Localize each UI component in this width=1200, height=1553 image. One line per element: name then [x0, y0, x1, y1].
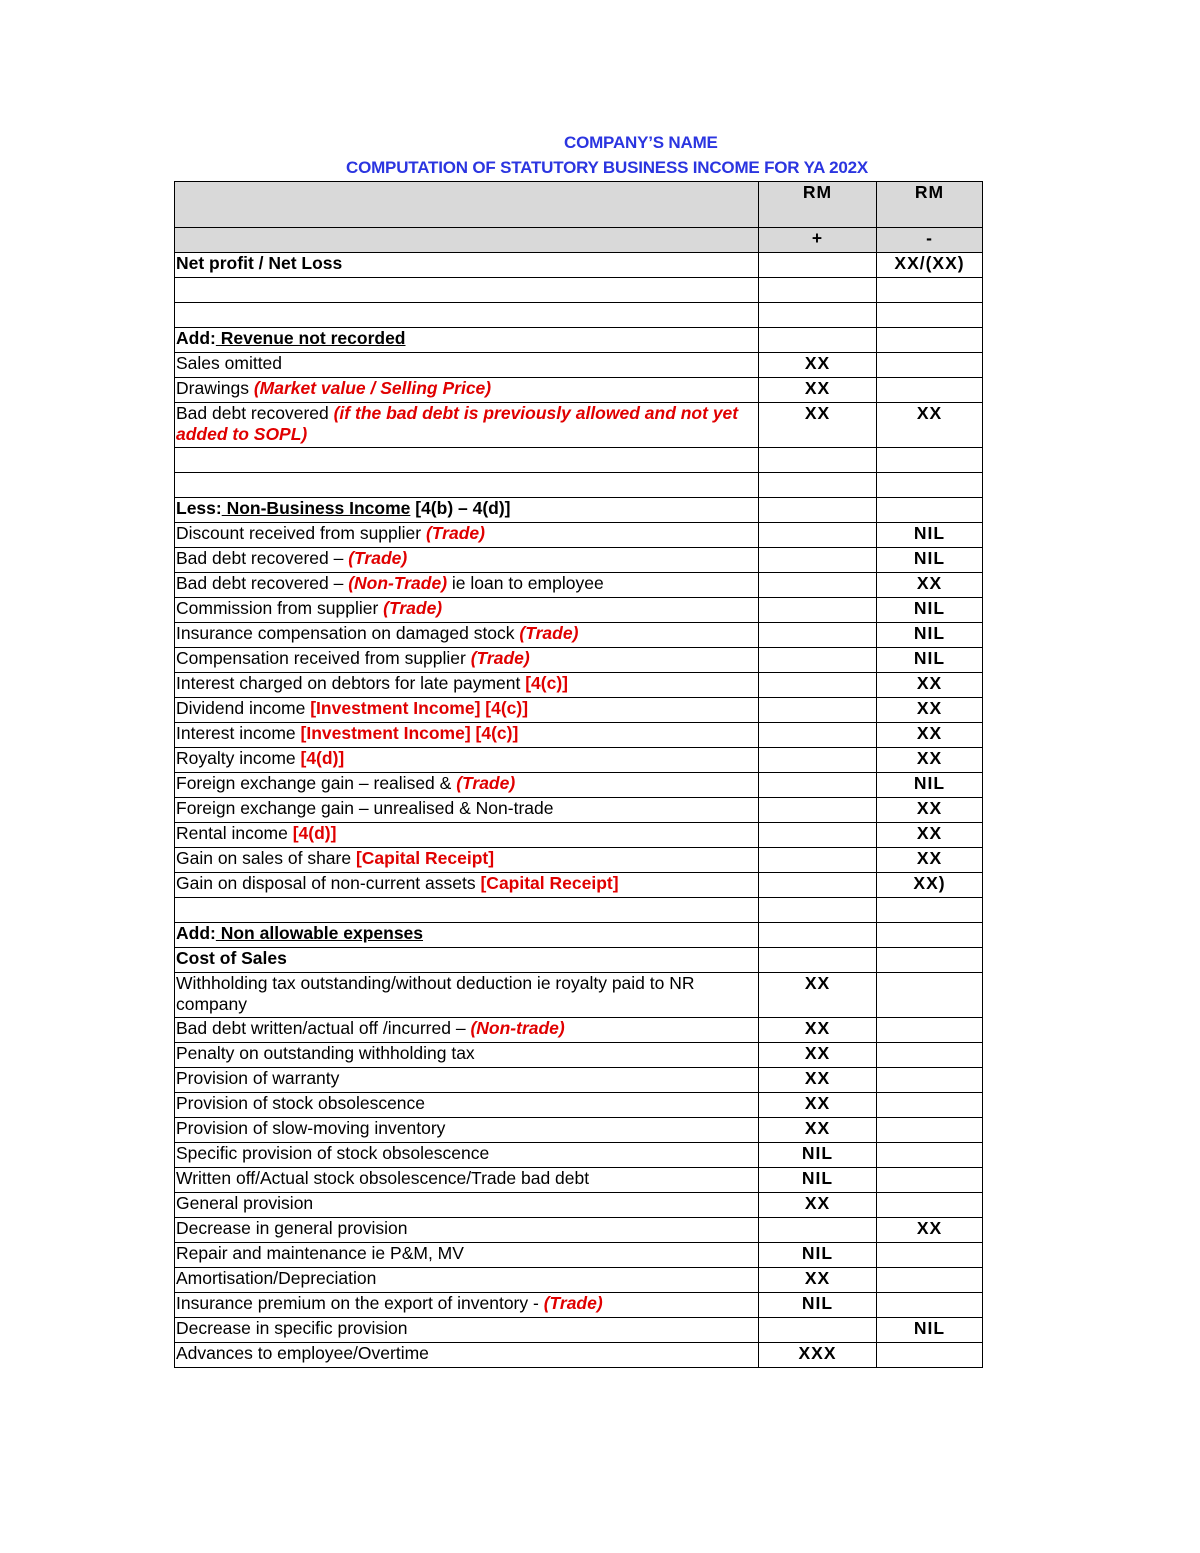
- table-row: [175, 1018, 983, 1043]
- minus-amount: [877, 923, 983, 948]
- minus-amount: XX: [877, 1218, 983, 1243]
- plus-amount: NIL: [759, 1243, 877, 1268]
- table-row: [175, 278, 983, 303]
- plus-amount: [759, 473, 877, 498]
- description-text: Specific provision of stock obsolescence: [176, 1143, 490, 1163]
- table-row: [175, 1293, 983, 1318]
- plus-amount: [759, 328, 877, 353]
- row-description: [175, 623, 759, 648]
- description-text: (Trade): [470, 648, 530, 668]
- plus-amount: XX: [759, 1193, 877, 1218]
- minus-amount: XX: [877, 573, 983, 598]
- plus-amount: [759, 873, 877, 898]
- plus-amount: [759, 673, 877, 698]
- description-text: Bad debt written/actual off /incurred –: [176, 1018, 471, 1038]
- table-row: [175, 253, 983, 278]
- description-text: Non-Business Income: [221, 498, 411, 518]
- description-text: Add:: [176, 923, 216, 943]
- description-text: Bad debt recovered –: [176, 548, 349, 568]
- description-text: [Capital Receipt]: [480, 873, 619, 893]
- minus-amount: XX: [877, 748, 983, 773]
- table-row: [175, 798, 983, 823]
- minus-amount: NIL: [877, 773, 983, 798]
- plus-amount: [759, 723, 877, 748]
- table-row: [175, 1193, 983, 1218]
- description-text: Insurance compensation on damaged stock: [176, 623, 520, 643]
- header-blank-cell: [175, 228, 759, 253]
- table-row: [175, 923, 983, 948]
- description-text: General provision: [176, 1193, 314, 1213]
- table-row: [175, 823, 983, 848]
- table-row: [175, 303, 983, 328]
- description-text: Bad debt recovered –: [176, 573, 349, 593]
- description-text: Rental income: [176, 823, 293, 843]
- row-description: [175, 723, 759, 748]
- table-row: [175, 1093, 983, 1118]
- plus-amount: [759, 253, 877, 278]
- minus-amount: NIL: [877, 598, 983, 623]
- plus-amount: [759, 648, 877, 673]
- description-text: [Investment Income] [4(c)]: [310, 698, 529, 718]
- description-text: Net profit / Net Loss: [176, 253, 343, 273]
- row-description: [175, 1093, 759, 1118]
- description-text: [4(d)]: [300, 748, 345, 768]
- minus-amount: XX: [877, 673, 983, 698]
- row-description: [175, 378, 759, 403]
- minus-amount: [877, 1243, 983, 1268]
- minus-amount: [877, 1143, 983, 1168]
- description-text: Gain on sales of share: [176, 848, 356, 868]
- table-row: [175, 548, 983, 573]
- description-text: (Non-Trade): [348, 573, 448, 593]
- minus-amount: XX: [877, 403, 983, 448]
- description-text: Provision of slow-moving inventory: [176, 1118, 446, 1138]
- minus-amount: [877, 948, 983, 973]
- description-text: [Capital Receipt]: [355, 848, 495, 868]
- plus-amount: XX: [759, 353, 877, 378]
- row-description: [175, 1193, 759, 1218]
- plus-amount: XX: [759, 1118, 877, 1143]
- description-text: [4(d)]: [292, 823, 337, 843]
- plus-amount: [759, 1218, 877, 1243]
- row-description: [175, 698, 759, 723]
- row-description: [175, 1293, 759, 1318]
- row-description: [175, 923, 759, 948]
- row-description: [175, 798, 759, 823]
- table-row: [175, 898, 983, 923]
- minus-amount: [877, 278, 983, 303]
- plus-amount: [759, 278, 877, 303]
- description-text: (Trade): [348, 548, 408, 568]
- plus-amount: [759, 573, 877, 598]
- table-row: [175, 1118, 983, 1143]
- row-description: [175, 353, 759, 378]
- description-text: Less:: [176, 498, 222, 518]
- description-text: Amortisation/Depreciation: [176, 1268, 377, 1288]
- minus-amount: [877, 378, 983, 403]
- plus-amount: [759, 923, 877, 948]
- description-text: (Trade): [383, 598, 443, 618]
- minus-amount: [877, 898, 983, 923]
- minus-amount: [877, 473, 983, 498]
- row-description: [175, 1168, 759, 1193]
- plus-amount: NIL: [759, 1293, 877, 1318]
- table-row: [175, 698, 983, 723]
- row-description: [175, 1318, 759, 1343]
- plus-amount: [759, 498, 877, 523]
- row-description: [175, 1143, 759, 1168]
- minus-amount: [877, 1193, 983, 1218]
- minus-amount: XX: [877, 698, 983, 723]
- plus-amount: [759, 848, 877, 873]
- minus-amount: NIL: [877, 548, 983, 573]
- row-description: [175, 648, 759, 673]
- row-description: [175, 1068, 759, 1093]
- description-text: Advances to employee/Overtime: [176, 1343, 429, 1363]
- row-description: [175, 1018, 759, 1043]
- description-text: (Non-trade): [470, 1018, 565, 1038]
- description-text: (Trade): [519, 623, 579, 643]
- table-row: [175, 948, 983, 973]
- row-description: [175, 548, 759, 573]
- minus-amount: XX: [877, 823, 983, 848]
- plus-sign-header: +: [759, 228, 877, 253]
- description-text: [4(b) – 4(d)]: [410, 498, 511, 518]
- minus-amount: NIL: [877, 623, 983, 648]
- table-row: [175, 328, 983, 353]
- description-text: ie loan to employee: [447, 573, 604, 593]
- row-description: [175, 773, 759, 798]
- row-description: [175, 278, 759, 303]
- computation-table: [174, 181, 983, 1368]
- minus-amount: XX: [877, 798, 983, 823]
- table-row: [175, 848, 983, 873]
- description-text: Insurance premium on the export of inventory -: [176, 1293, 544, 1313]
- row-description: [175, 598, 759, 623]
- description-text: Commission from supplier: [176, 598, 384, 618]
- table-row: [175, 1318, 983, 1343]
- rm-header-plus: RM: [759, 182, 877, 228]
- table-row: [175, 448, 983, 473]
- plus-amount: XX: [759, 378, 877, 403]
- description-text: (Trade): [425, 523, 485, 543]
- row-description: [175, 973, 759, 1018]
- table-row: [175, 523, 983, 548]
- row-description: [175, 448, 759, 473]
- description-text: Royalty income: [176, 748, 301, 768]
- description-text: Discount received from supplier: [176, 523, 426, 543]
- table-row: [175, 748, 983, 773]
- minus-amount: [877, 498, 983, 523]
- table-row: [175, 1343, 983, 1368]
- description-text: Dividend income: [176, 698, 311, 718]
- minus-amount: [877, 1093, 983, 1118]
- description-text: Interest income: [176, 723, 301, 743]
- minus-amount: [877, 1168, 983, 1193]
- table-row: [175, 473, 983, 498]
- description-text: Provision of stock obsolescence: [176, 1093, 426, 1113]
- table-row: [175, 673, 983, 698]
- table-row: [175, 378, 983, 403]
- minus-amount: [877, 1068, 983, 1093]
- plus-amount: [759, 548, 877, 573]
- row-description: [175, 523, 759, 548]
- table-row: [175, 1043, 983, 1068]
- description-text: Foreign exchange gain – unrealised & Non-trade: [176, 798, 554, 818]
- description-text: Gain on disposal of non-current assets: [176, 873, 481, 893]
- row-description: [175, 1343, 759, 1368]
- plus-amount: [759, 748, 877, 773]
- row-description: [175, 303, 759, 328]
- description-text: Decrease in general provision: [176, 1218, 408, 1238]
- plus-amount: XX: [759, 1268, 877, 1293]
- rm-header-minus: RM: [877, 182, 983, 228]
- minus-amount: [877, 303, 983, 328]
- row-description: [175, 1243, 759, 1268]
- minus-amount: XX/(XX): [877, 253, 983, 278]
- plus-amount: XX: [759, 1093, 877, 1118]
- table-row: [175, 1218, 983, 1243]
- plus-amount: XX: [759, 1043, 877, 1068]
- minus-amount: NIL: [877, 648, 983, 673]
- description-text: Provision of warranty: [176, 1068, 340, 1088]
- header-blank-cell: [175, 182, 759, 228]
- description-text: Written off/Actual stock obsolescence/Trade bad debt: [176, 1168, 590, 1188]
- description-text: (Trade): [543, 1293, 603, 1313]
- description-text: [4(c)]: [525, 673, 569, 693]
- plus-amount: XX: [759, 1018, 877, 1043]
- description-text: Add:: [176, 328, 216, 348]
- table-row: [175, 573, 983, 598]
- table-row: [175, 598, 983, 623]
- minus-amount: XX: [877, 723, 983, 748]
- row-description: [175, 1043, 759, 1068]
- description-text: Interest charged on debtors for late payment: [176, 673, 526, 693]
- row-description: [175, 328, 759, 353]
- table-row: [175, 353, 983, 378]
- description-text: Sales omitted: [176, 353, 283, 373]
- minus-amount: [877, 1043, 983, 1068]
- sign-header-row: [175, 228, 983, 253]
- table-row: [175, 623, 983, 648]
- plus-amount: XX: [759, 1068, 877, 1093]
- company-name: COMPANY’S NAME: [564, 133, 718, 152]
- description-text: Cost of Sales: [176, 948, 287, 968]
- description-text: Non allowable expenses: [215, 923, 424, 943]
- minus-amount: [877, 1268, 983, 1293]
- plus-amount: [759, 798, 877, 823]
- plus-amount: [759, 448, 877, 473]
- plus-amount: XX: [759, 403, 877, 448]
- plus-amount: [759, 523, 877, 548]
- description-text: Compensation received from supplier: [176, 648, 471, 668]
- description-text: Decrease in specific provision: [176, 1318, 408, 1338]
- plus-amount: XXX: [759, 1343, 877, 1368]
- plus-amount: XX: [759, 973, 877, 1018]
- table-row: [175, 873, 983, 898]
- description-text: Repair and maintenance ie P&M, MV: [176, 1243, 464, 1263]
- table-row: [175, 973, 983, 1018]
- table-row: [175, 723, 983, 748]
- table-row: [175, 403, 983, 448]
- description-text: Revenue not recorded: [215, 328, 406, 348]
- description-text: [Investment Income] [4(c)]: [300, 723, 519, 743]
- row-description: [175, 823, 759, 848]
- minus-amount: NIL: [877, 1318, 983, 1343]
- row-description: [175, 873, 759, 898]
- plus-amount: [759, 698, 877, 723]
- minus-amount: NIL: [877, 523, 983, 548]
- currency-header-row: [175, 182, 983, 228]
- minus-amount: [877, 328, 983, 353]
- table-row: [175, 1068, 983, 1093]
- plus-amount: [759, 1318, 877, 1343]
- minus-amount: [877, 448, 983, 473]
- row-description: [175, 498, 759, 523]
- row-description: [175, 1118, 759, 1143]
- plus-amount: [759, 303, 877, 328]
- table-row: [175, 498, 983, 523]
- minus-sign-header: -: [877, 228, 983, 253]
- plus-amount: [759, 948, 877, 973]
- description-text: (Trade): [456, 773, 516, 793]
- row-description: [175, 748, 759, 773]
- description-text: Drawings: [176, 378, 254, 398]
- description-text: Foreign exchange gain – realised &: [176, 773, 457, 793]
- table-row: [175, 773, 983, 798]
- row-description: [175, 573, 759, 598]
- minus-amount: [877, 973, 983, 1018]
- minus-amount: [877, 1018, 983, 1043]
- plus-amount: [759, 898, 877, 923]
- plus-amount: [759, 773, 877, 798]
- row-description: [175, 898, 759, 923]
- table-row: [175, 1268, 983, 1293]
- plus-amount: [759, 823, 877, 848]
- row-description: [175, 848, 759, 873]
- minus-amount: [877, 1293, 983, 1318]
- row-description: [175, 253, 759, 278]
- minus-amount: XX: [877, 848, 983, 873]
- row-description: [175, 473, 759, 498]
- plus-amount: [759, 598, 877, 623]
- minus-amount: [877, 1343, 983, 1368]
- plus-amount: NIL: [759, 1143, 877, 1168]
- plus-amount: [759, 623, 877, 648]
- description-text: Penalty on outstanding withholding tax: [176, 1043, 475, 1063]
- minus-amount: [877, 1118, 983, 1143]
- computation-title: COMPUTATION OF STATUTORY BUSINESS INCOME FOR YA 202X: [346, 158, 869, 177]
- description-text: Bad debt recovered: [176, 403, 334, 423]
- row-description: [175, 948, 759, 973]
- description-text: (if the bad debt is previously allowed and not yet added to SOPL): [176, 403, 739, 444]
- description-text: (Market value / Selling Price): [253, 378, 492, 398]
- minus-amount: [877, 353, 983, 378]
- table-row: [175, 1168, 983, 1193]
- row-description: [175, 673, 759, 698]
- row-description: [175, 403, 759, 448]
- plus-amount: NIL: [759, 1168, 877, 1193]
- row-description: [175, 1268, 759, 1293]
- table-row: [175, 1143, 983, 1168]
- table-row: [175, 648, 983, 673]
- minus-amount: XX): [877, 873, 983, 898]
- description-text: Withholding tax outstanding/without deduction ie royalty paid to NR company: [176, 973, 695, 1014]
- row-description: [175, 1218, 759, 1243]
- table-row: [175, 1243, 983, 1268]
